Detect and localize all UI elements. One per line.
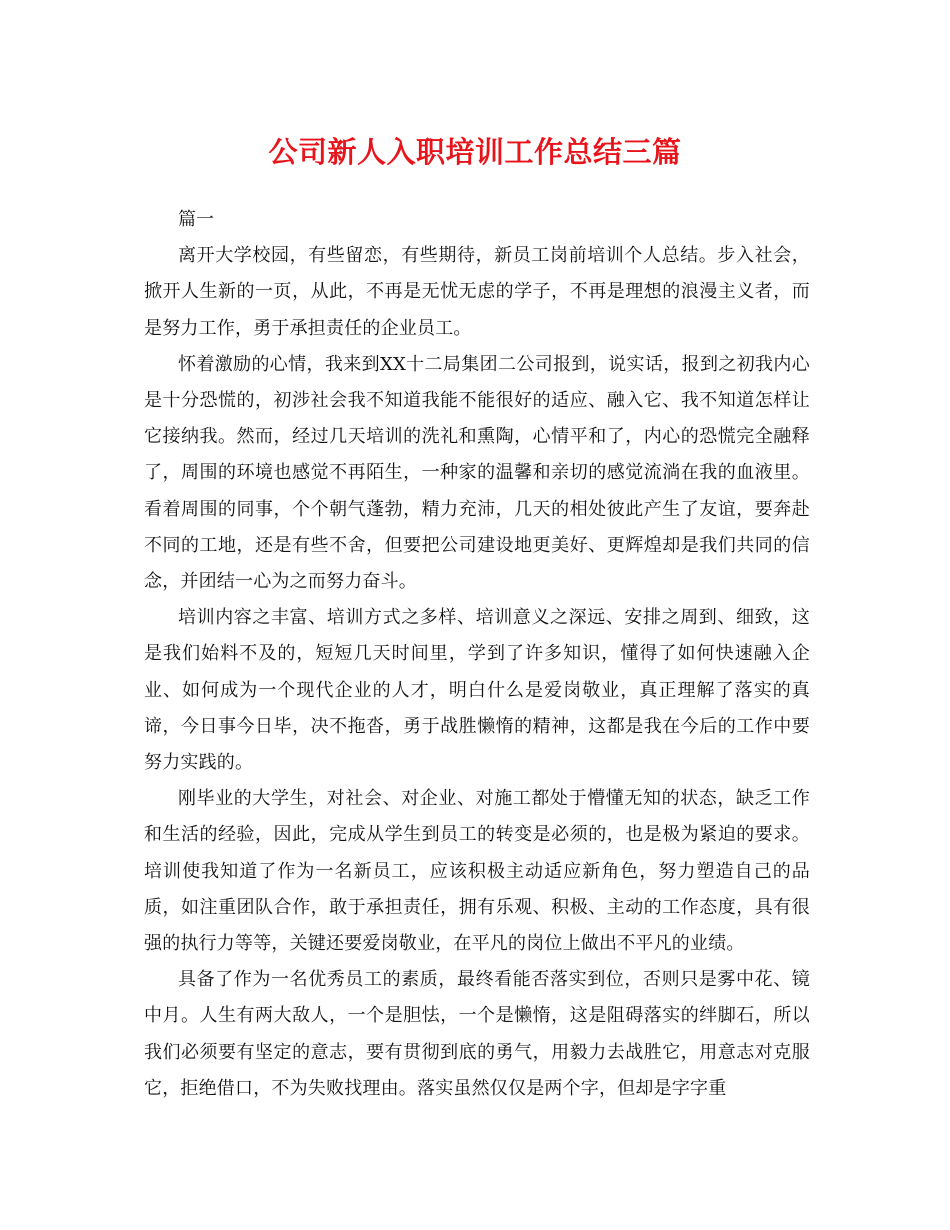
paragraph-4: 刚毕业的大学生，对社会、对企业、对施工都处于懵懂无知的状态，缺乏工作和生活的经验，因此，完成从学生到员工的转变是必须的，也是极为紧迫的要求。培训使我知道了作为一名新员工，应该积极主动适应新角色，努力塑造自己的品质，如注重团队合作，敢于承担责任，拥有乐观、积极、主动的工作态度，具有很强的执行力等等，关键还要爱岗敬业，在平凡的岗位上做出不平凡的业绩。 bbox=[144, 788, 810, 955]
document-title: 公司新人入职培训工作总结三篇 bbox=[268, 135, 682, 169]
paragraph-1: 离开大学校园，有些留恋，有些期待，新员工岗前培训个人总结。步入社会，掀开人生新的一页，从此，不再是无忧无虑的学子，不再是理想的浪漫主义者，而是努力工作，勇于承担责任的企业员工。 bbox=[144, 245, 810, 339]
paragraph-2: 怀着激励的心情，我来到XX十二局集团二公司报到，说实话，报到之初我内心是十分恐慌的，初涉社会我不知道我能不能很好的适应、融入它、我不知道怎样让它接纳我。然而，经过几天培训的洗礼和熏陶，心情平和了，内心的恐慌完全融释了，周围的环境也感觉不再陌生，一种家的温馨和亲切的感觉流淌在我的血液里。看着周围的同事，个个朝气蓬勃，精力充沛，几天的相处彼此产生了友谊，要奔赴不同的工地，还是有些不舍，但要把公司建设地更美好、更辉煌却是我们共同的信念，并团结一心为之而努力奋斗。 bbox=[144, 353, 810, 593]
document-body bbox=[144, 202, 810, 1107]
section-heading: 篇一 bbox=[178, 209, 214, 230]
paragraph-3: 培训内容之丰富、培训方式之多样、培训意义之深远、安排之周到、细致，这是我们始料不及的，短短几天时间里，学到了许多知识，懂得了如何快速融入企业、如何成为一个现代企业的人才，明白什么是爱岗敬业，真正理解了落实的真谛，今日事今日毕，决不拖沓，勇于战胜懒惰的精神，这都是我在今后的工作中要努力实践的。 bbox=[144, 607, 810, 774]
paragraph-5: 具备了作为一名优秀员工的素质，最终看能否落实到位，否则只是雾中花、镜中月。人生有两大敌人，一个是胆怯，一个是懒惰，这是阻碍落实的绊脚石，所以我们必须要有坚定的意志，要有贯彻到底的勇气，用毅力去战胜它，用意志对克服它，拒绝借口，不为失败找理由。落实虽然仅仅是两个字，但却是字字重 bbox=[144, 969, 810, 1099]
